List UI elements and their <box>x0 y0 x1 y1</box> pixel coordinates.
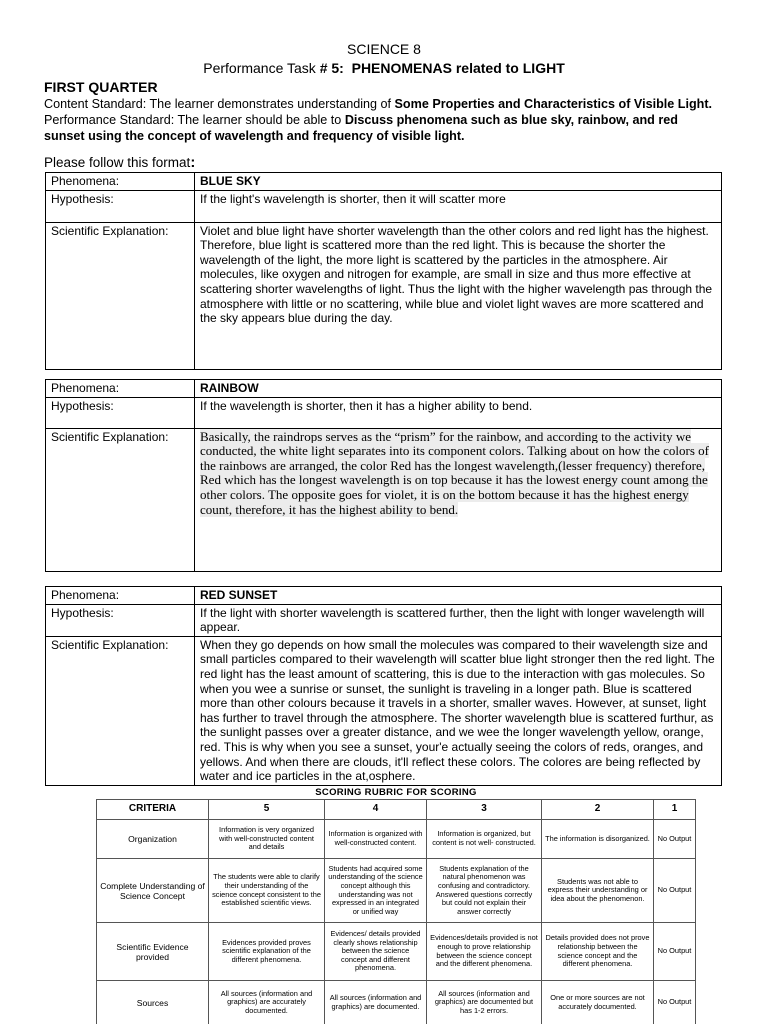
rubric-cell: All sources (information and graphics) are documented but has 1-2 errors. <box>427 981 542 1024</box>
scoring-rubric <box>96 786 696 1024</box>
rubric-cell: Information is organized with well-constructed content. <box>325 820 427 859</box>
rubric-cell: The students were able to clarify their understanding of the science concept consistent to the established scientific views. <box>209 859 325 923</box>
explanation-label: Scientific Explanation: <box>46 428 195 571</box>
task-title <box>0 60 768 76</box>
rubric-cell: No Output <box>654 859 696 923</box>
rubric-cell: The information is disorganized. <box>542 820 654 859</box>
hypothesis-value: If the light with shorter wavelength is scattered further, then the light with longer wavelength will appear. <box>195 604 722 636</box>
explanation-text: Basically, the raindrops serves as the “prism” for the rainbow, and according to the activity we conducted, the white light separates into its component colors. Talking about on how the colors of the rainbows are arranged, the color Red has the longest wavelength,(lesser frequency) therefore, Red which has the longest wavelength is on top because it has the lowest energy count among the other colors. The opposite goes for violet, it is on the bottom because it has the highest energy count, therefore, it has the highest ability to bend. <box>200 428 709 517</box>
hypothesis-value: If the wavelength is shorter, then it has a higher ability to bend. <box>195 397 722 428</box>
hypothesis-label: Hypothesis: <box>46 190 195 222</box>
performance-standard-cont: sunset using the concept of wavelength and frequency of visible light. <box>44 129 465 143</box>
explanation-label: Scientific Explanation: <box>46 636 195 785</box>
rubric-cell: No Output <box>654 923 696 981</box>
rubric-header-criteria: CRITERIA <box>97 800 209 820</box>
phenomena-value: BLUE SKY <box>195 173 722 191</box>
rubric-cell: All sources (information and graphics) are documented. <box>325 981 427 1024</box>
rubric-cell: Students had acquired some understanding of the science concept although this understanding was not expressed in an integrated or unified way <box>325 859 427 923</box>
hypothesis-label: Hypothesis: <box>46 397 195 428</box>
rubric-criteria: Scientific Evidence provided <box>97 923 209 981</box>
explanation-value <box>195 428 722 571</box>
rubric-header-2: 2 <box>542 800 654 820</box>
rubric-cell: Students explanation of the natural phenomenon was confusing and contradictory. Answered questions correctly but could not explain their answer correctly <box>427 859 542 923</box>
rubric-title: SCORING RUBRIC FOR SCORING <box>315 787 477 798</box>
rubric-cell: One or more sources are not accurately documented. <box>542 981 654 1024</box>
rubric-header-5: 5 <box>209 800 325 820</box>
task-table-blue-sky <box>45 172 722 370</box>
rubric-cell: All sources (information and graphics) are accurately documented. <box>209 981 325 1024</box>
rubric-row <box>97 859 696 923</box>
rubric-cell: Information is organized, but content is not well- constructed. <box>427 820 542 859</box>
format-instruction: Please follow this format: <box>44 154 196 171</box>
phenomena-value: RAINBOW <box>195 380 722 398</box>
rubric-criteria: Complete Understanding of Science Concept <box>97 859 209 923</box>
explanation-value: Violet and blue light have shorter wavelength than the other colors and red light has the highest. Therefore, blue light is scattered more than the red light. This is because the shorter the wavelength of the light, the more light is scattered by the particles in the atmosphere. Air molecules, like oxygen and nitrogen for example, are small in size and thus more effective at scattering shorter wavelengths of light. Thus the light with the higher wavelength pas through the atmosphere with little or no scattering, while blue and violet light waves are more scattered and the sky appears blue during the day. <box>195 222 722 369</box>
rubric-header-1: 1 <box>654 800 696 820</box>
task-prefix: Performance Task <box>203 60 320 76</box>
phenomena-label: Phenomena: <box>46 173 195 191</box>
rubric-cell: Evidences/ details provided clearly shows relationship between the science concept and different phenomena. <box>325 923 427 981</box>
rubric-row <box>97 820 696 859</box>
hypothesis-label: Hypothesis: <box>46 604 195 636</box>
hypothesis-value: If the light's wavelength is shorter, then it will scatter more <box>195 190 722 222</box>
phenomena-label: Phenomena: <box>46 380 195 398</box>
content-standard: Content Standard: The learner demonstrates understanding of Some Properties and Characteristics of Visible Light. <box>44 97 713 111</box>
quarter-heading: FIRST QUARTER <box>44 79 158 95</box>
phenomena-label: Phenomena: <box>46 587 195 605</box>
subject-title: SCIENCE 8 <box>347 41 421 57</box>
explanation-label: Scientific Explanation: <box>46 222 195 369</box>
rubric-table <box>96 799 696 1024</box>
rubric-row <box>97 923 696 981</box>
task-table-rainbow <box>45 379 722 572</box>
rubric-header-4: 4 <box>325 800 427 820</box>
performance-standard: Performance Standard: The learner should be able to Discuss phenomena such as blue sky, rainbow, and red <box>44 113 678 127</box>
rubric-cell: No Output <box>654 820 696 859</box>
rubric-cell: Evidences/details provided is not enough to prove relationship between the science concept and the different phenomena. <box>427 923 542 981</box>
rubric-cell: No Output <box>654 981 696 1024</box>
rubric-cell: Details provided does not prove relationship between the science concept and the different phenomena. <box>542 923 654 981</box>
rubric-cell: Students was not able to express their understanding or idea about the phenomenon. <box>542 859 654 923</box>
explanation-value: When they go depends on how small the molecules was compared to their wavelength size and small particles compared to their wavelength will scatter blue light stronger then the red light. The red light has the least amount of scattering, this is due to the interaction with gas molecules. So when you wee a sunrise or sunset, the sunlight is traveling in a longer path. Blue is scattered more than other colours because it travels in a shorter, smaller waves. However, at sunset, light has further to travel through the atmosphere. The shorter wavelength blue is scattered furthur, as the sunlight passes over a greater distance, and we wee the longer wavelength yellow, orange, red. This is why when you see a sunset, your'e actually seeing the colors of reds, oranges, and yellows. And when there are clouds, it'll reflect these colors. The colores are being reflected by water and ice particles in the at,osphere. <box>195 636 722 785</box>
rubric-criteria: Organization <box>97 820 209 859</box>
rubric-header-row <box>97 800 696 820</box>
task-table-red-sunset <box>45 586 722 786</box>
rubric-cell: Information is very organized with well-constructed content and details <box>209 820 325 859</box>
rubric-cell: Evidences provided proves scientific explanation of the different phenomena. <box>209 923 325 981</box>
rubric-row <box>97 981 696 1024</box>
phenomena-value: RED SUNSET <box>195 587 722 605</box>
rubric-header-3: 3 <box>427 800 542 820</box>
task-name: PHENOMENAS related to LIGHT <box>351 60 565 76</box>
task-number: # 5: <box>319 60 344 76</box>
rubric-criteria: Sources <box>97 981 209 1024</box>
